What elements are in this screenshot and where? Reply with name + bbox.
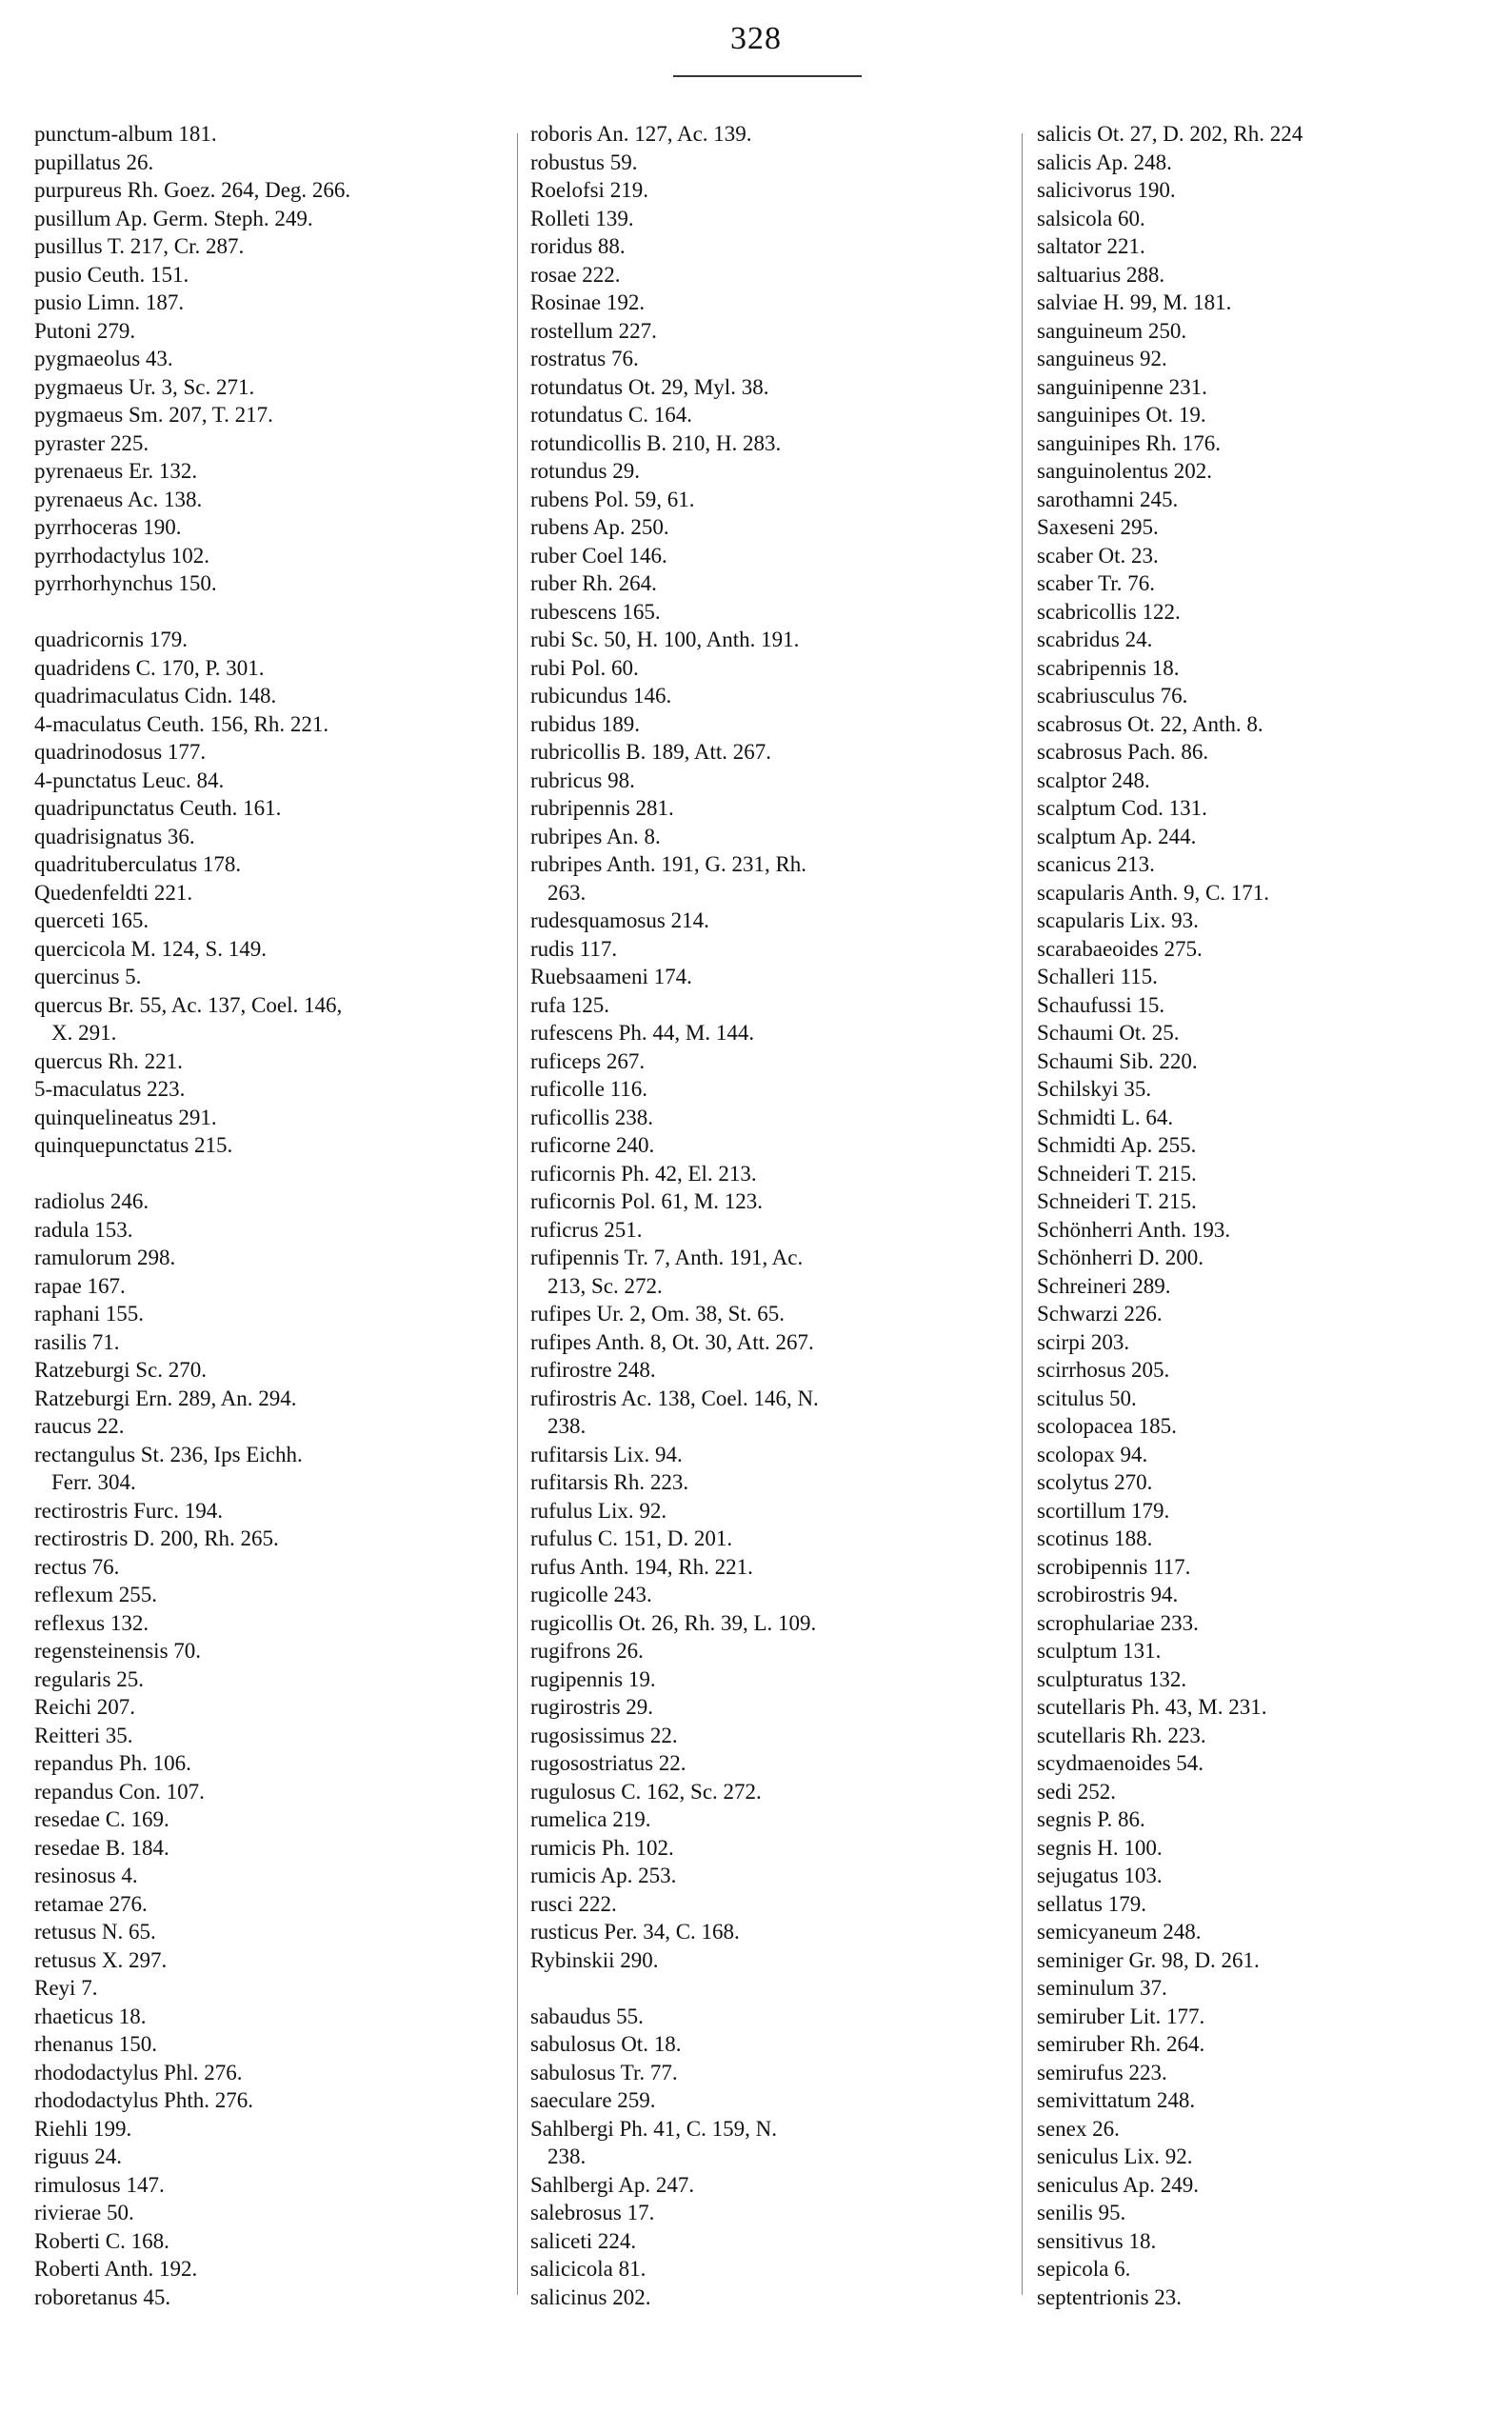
index-entry: scirpi 203. bbox=[1037, 1329, 1130, 1354]
index-entry: scapularis Lix. 93. bbox=[1037, 908, 1199, 932]
index-entry: ruber Rh. 264. bbox=[530, 571, 657, 595]
index-entry: rectus 76. bbox=[34, 1554, 120, 1579]
index-entry: scrobipennis 117. bbox=[1037, 1554, 1191, 1579]
index-entry: rufitarsis Lix. 94. bbox=[530, 1442, 683, 1466]
index-entry: salebrosus 17. bbox=[530, 2201, 655, 2224]
section-gap bbox=[34, 1160, 491, 1188]
index-entry: sedi 252. bbox=[1037, 1779, 1117, 1804]
index-entry: repandus Con. 107. bbox=[34, 1779, 205, 1804]
index-entry: rufa 125. bbox=[530, 992, 610, 1017]
index-entry: pygmaeus Sm. 207, T. 217. bbox=[34, 403, 273, 427]
index-entry: rubescens 165. bbox=[530, 599, 661, 624]
index-entry: sarothamni 245. bbox=[1037, 487, 1179, 511]
index-entry: roboretanus 45. bbox=[34, 2284, 171, 2309]
index-entry: sensitivus 18. bbox=[1037, 2228, 1157, 2253]
index-entry: rubricus 98. bbox=[530, 768, 635, 792]
index-entry: quinquepunctatus 215. bbox=[34, 1133, 233, 1157]
index-entry: rubi Pol. 60. bbox=[530, 655, 639, 680]
index-entry: rufirostris Ac. 138, Coel. 146, N. bbox=[530, 1386, 819, 1410]
index-entry: raucus 22. bbox=[34, 1414, 125, 1438]
index-entry: scolopacea 185. bbox=[1037, 1414, 1177, 1438]
index-entry: sejugatus 103. bbox=[1037, 1864, 1163, 1887]
index-entry: rusci 222. bbox=[530, 1891, 617, 1916]
index-entry: segnis P. 86. bbox=[1037, 1807, 1145, 1831]
index-entry: pusio Limn. 187. bbox=[34, 290, 185, 314]
index-entry: semivittatum 248. bbox=[1037, 2088, 1196, 2112]
index-entry: Ratzeburgi Ern. 289, An. 294. bbox=[34, 1386, 297, 1410]
index-entry: Riehli 199. bbox=[34, 2116, 132, 2141]
index-entry: rufulus Lix. 92. bbox=[530, 1498, 667, 1523]
index-entry: Schönherri D. 200. bbox=[1037, 1246, 1204, 1269]
index-entry: rectangulus St. 236, Ips Eichh. bbox=[34, 1442, 303, 1466]
index-entry: querceti 165. bbox=[34, 908, 149, 932]
index-entry: scutellaris Ph. 43, M. 231. bbox=[1037, 1695, 1267, 1719]
index-entry: ruficrus 251. bbox=[530, 1217, 643, 1242]
index-entry: Schaumi Ot. 25. bbox=[1037, 1021, 1180, 1045]
index-entry: Schneideri T. 215. bbox=[1037, 1161, 1197, 1186]
index-entry: 238. bbox=[547, 2144, 587, 2168]
index-entry: salicivorus 190. bbox=[1037, 178, 1176, 202]
index-entry: pyrrhodactylus 102. bbox=[34, 543, 209, 568]
index-entry: rufipennis Tr. 7, Anth. 191, Ac. bbox=[530, 1246, 804, 1269]
header-rule bbox=[673, 75, 862, 77]
index-entry: seniculus Lix. 92. bbox=[1037, 2144, 1193, 2168]
index-entry: Rosinae 192. bbox=[530, 290, 646, 314]
index-entry: 213, Sc. 272. bbox=[547, 1273, 663, 1298]
index-entry: Schilskyi 35. bbox=[1037, 1077, 1152, 1101]
index-entry: pyraster 225. bbox=[34, 430, 149, 455]
index-entry: rumicis Ph. 102. bbox=[530, 1835, 674, 1860]
index-entry: rasilis 71. bbox=[34, 1329, 120, 1354]
index-entry: rubripennis 281. bbox=[530, 796, 674, 820]
index-entry: pyrenaeus Er. 132. bbox=[34, 459, 198, 483]
index-entry: X. 291. bbox=[51, 1021, 117, 1045]
index-entry: segnis H. 100. bbox=[1037, 1835, 1163, 1860]
index-entry: rufipes Anth. 8, Ot. 30, Att. 267. bbox=[530, 1329, 814, 1354]
index-entry: Schaumi Sib. 220. bbox=[1037, 1048, 1198, 1073]
index-entry: rhododactylus Phth. 276. bbox=[34, 2088, 253, 2112]
index-entry: quinquelineatus 291. bbox=[34, 1105, 217, 1129]
index-column-right bbox=[1037, 120, 1503, 2311]
index-entry: pyrrhoceras 190. bbox=[34, 515, 182, 539]
index-entry: salviae H. 99, M. 181. bbox=[1037, 290, 1232, 314]
index-entry: Schalleri 115. bbox=[1037, 965, 1158, 988]
section-gap bbox=[530, 1974, 1006, 2003]
index-entry: Schmidti Ap. 255. bbox=[1037, 1133, 1197, 1157]
index-entry: scabripennis 18. bbox=[1037, 655, 1180, 680]
index-entry: Rolleti 139. bbox=[530, 206, 634, 230]
index-entry: Schwarzi 226. bbox=[1037, 1302, 1163, 1326]
index-entry: rubens Pol. 59, 61. bbox=[530, 487, 695, 511]
index-entry: sculptum 131. bbox=[1037, 1639, 1162, 1663]
index-entry: retusus X. 297. bbox=[34, 1947, 168, 1972]
index-entry: ruficornis Pol. 61, M. 123. bbox=[530, 1189, 764, 1213]
index-entry: scabridus 24. bbox=[1037, 628, 1153, 651]
index-entry: rubidus 189. bbox=[530, 711, 640, 736]
index-entry: salicis Ot. 27, D. 202, Rh. 224 bbox=[1037, 122, 1303, 146]
index-entry: sanguineus 92. bbox=[1037, 347, 1167, 370]
index-entry: saltator 221. bbox=[1037, 234, 1145, 258]
index-entry: rugosissimus 22. bbox=[530, 1723, 678, 1747]
index-entry: scydmaenoides 54. bbox=[1037, 1751, 1204, 1775]
index-entry: Sahlbergi Ph. 41, C. 159, N. bbox=[530, 2116, 777, 2141]
index-entry: rugulosus C. 162, Sc. 272. bbox=[530, 1779, 762, 1804]
index-entry: rotundicollis B. 210, H. 283. bbox=[530, 430, 782, 455]
index-entry: quadrimaculatus Cidn. 148. bbox=[34, 684, 277, 708]
index-entry: rugicollis Ot. 26, Rh. 39, L. 109. bbox=[530, 1610, 817, 1635]
index-entry: sanguinolentus 202. bbox=[1037, 459, 1212, 483]
index-entry: Putoni 279. bbox=[34, 318, 136, 343]
index-entry: scabricollis 122. bbox=[1037, 599, 1181, 624]
index-entry: rubripes An. 8. bbox=[530, 824, 661, 848]
index-entry: resedae B. 184. bbox=[34, 1835, 169, 1860]
index-entry: salicicola 81. bbox=[530, 2257, 647, 2281]
index-entry: rosae 222. bbox=[530, 262, 621, 287]
index-entry: scitulus 50. bbox=[1037, 1386, 1137, 1410]
index-entry: scaber Tr. 76. bbox=[1037, 571, 1155, 595]
index-entry: radula 153. bbox=[34, 1217, 133, 1242]
index-entry: resedae C. 169. bbox=[34, 1807, 169, 1831]
index-entry: rufus Anth. 194, Rh. 221. bbox=[530, 1554, 753, 1579]
index-entry: rotundatus C. 164. bbox=[530, 403, 692, 427]
index-entry: seminulum 37. bbox=[1037, 1976, 1167, 2000]
index-entry: Reyi 7. bbox=[34, 1976, 98, 2000]
index-entry: pyrenaeus Ac. 138. bbox=[34, 487, 203, 511]
index-entry: rusticus Per. 34, C. 168. bbox=[530, 1920, 740, 1944]
index-entry: pygmaeus Ur. 3, Sc. 271. bbox=[34, 374, 255, 399]
index-entry: quadricornis 179. bbox=[34, 628, 188, 651]
index-entry: regularis 25. bbox=[34, 1666, 144, 1691]
index-entry: roridus 88. bbox=[530, 234, 626, 258]
index-entry: pusillum Ap. Germ. Steph. 249. bbox=[34, 206, 313, 230]
index-entry: Rybinskii 290. bbox=[530, 1947, 659, 1972]
index-entry: quercicola M. 124, S. 149. bbox=[34, 936, 268, 961]
index-entry: scrobirostris 94. bbox=[1037, 1583, 1179, 1606]
index-entry: Roberti Anth. 192. bbox=[34, 2257, 198, 2281]
index-entry: repandus Ph. 106. bbox=[34, 1751, 191, 1775]
index-entry: quadrinodosus 177. bbox=[34, 740, 207, 764]
index-entry: purpureus Rh. Goez. 264, Deg. 266. bbox=[34, 178, 351, 202]
index-entry: scalptum Ap. 244. bbox=[1037, 824, 1197, 848]
index-entry: scirrhosus 205. bbox=[1037, 1358, 1170, 1382]
section-gap bbox=[34, 598, 491, 627]
index-entry: rostellum 227. bbox=[530, 318, 657, 343]
index-column-middle bbox=[530, 120, 1006, 2311]
index-entry: ruficollis 238. bbox=[530, 1105, 654, 1129]
index-entry: rufulus C. 151, D. 201. bbox=[530, 1526, 733, 1550]
index-entry: sculpturatus 132. bbox=[1037, 1666, 1187, 1691]
index-entry: rivierae 50. bbox=[34, 2201, 134, 2224]
index-entry: rufirostre 248. bbox=[530, 1358, 656, 1382]
index-entry: Schaufussi 15. bbox=[1037, 992, 1165, 1017]
index-entry: riguus 24. bbox=[34, 2144, 122, 2168]
index-entry: sanguinipenne 231. bbox=[1037, 374, 1207, 399]
index-entry: quadripunctatus Ceuth. 161. bbox=[34, 796, 282, 820]
index-entry: Ruebsaameni 174. bbox=[530, 965, 692, 988]
index-entry: scarabaeoides 275. bbox=[1037, 936, 1203, 961]
index-entry: rapae 167. bbox=[34, 1273, 126, 1298]
index-entry: sellatus 179. bbox=[1037, 1891, 1146, 1916]
index-entry: raphani 155. bbox=[34, 1302, 144, 1326]
column-divider-right bbox=[1022, 133, 1023, 2295]
index-entry: rubi Sc. 50, H. 100, Anth. 191. bbox=[530, 628, 800, 651]
index-entry: seniculus Ap. 249. bbox=[1037, 2172, 1199, 2197]
index-entry: Roelofsi 219. bbox=[530, 178, 648, 202]
index-entry: scaber Ot. 23. bbox=[1037, 543, 1159, 568]
index-entry: rugosostriatus 22. bbox=[530, 1751, 686, 1775]
index-entry: semicyaneum 248. bbox=[1037, 1920, 1202, 1944]
index-entry: reflexum 255. bbox=[34, 1583, 158, 1606]
index-entry: rugirostris 29. bbox=[530, 1695, 654, 1719]
index-entry: retusus N. 65. bbox=[34, 1920, 156, 1944]
index-entry: scortillum 179. bbox=[1037, 1498, 1170, 1523]
index-entry: scabrosus Pach. 86. bbox=[1037, 740, 1209, 764]
index-entry: ruficolle 116. bbox=[530, 1077, 648, 1101]
index-entry: ruber Coel 146. bbox=[530, 543, 667, 568]
index-entry: reflexus 132. bbox=[34, 1610, 149, 1635]
page-number: 328 bbox=[730, 21, 782, 56]
index-entry: rufitarsis Rh. 223. bbox=[530, 1470, 689, 1494]
index-entry: rubens Ap. 250. bbox=[530, 515, 669, 539]
index-entry: rubricollis B. 189, Att. 267. bbox=[530, 740, 771, 764]
index-entry: scabriusculus 76. bbox=[1037, 684, 1188, 708]
index-entry: rhenanus 150. bbox=[34, 2032, 158, 2056]
index-entry: scrophulariae 233. bbox=[1037, 1610, 1199, 1635]
index-entry: Ferr. 304. bbox=[51, 1470, 136, 1494]
index-entry: pyrrhorhynchus 150. bbox=[34, 571, 217, 595]
index-entry: ruficeps 267. bbox=[530, 1048, 646, 1073]
index-entry: rhaeticus 18. bbox=[34, 2004, 147, 2028]
index-entry: ramulorum 298. bbox=[34, 1246, 176, 1269]
index-entry: pupillatus 26. bbox=[34, 150, 154, 174]
index-entry: scanicus 213. bbox=[1037, 852, 1155, 876]
index-entry: rugipennis 19. bbox=[530, 1666, 656, 1691]
index-entry: Roberti C. 168. bbox=[34, 2228, 169, 2253]
index-entry: Schneideri T. 215. bbox=[1037, 1189, 1197, 1213]
index-entry: senilis 95. bbox=[1037, 2201, 1126, 2224]
index-entry: radiolus 246. bbox=[34, 1189, 149, 1213]
index-entry: quercus Br. 55, Ac. 137, Coel. 146, bbox=[34, 992, 343, 1017]
index-entry: Reichi 207. bbox=[34, 1695, 136, 1719]
index-entry: rufescens Ph. 44, M. 144. bbox=[530, 1021, 755, 1045]
index-entry: pygmaeolus 43. bbox=[34, 347, 173, 370]
index-entry: pusio Ceuth. 151. bbox=[34, 262, 189, 287]
index-entry: rotundus 29. bbox=[530, 459, 640, 483]
index-entry: resinosus 4. bbox=[34, 1864, 138, 1887]
index-entry: salsicola 60. bbox=[1037, 206, 1145, 230]
index-entry: semiruber Lit. 177. bbox=[1037, 2004, 1205, 2028]
index-entry: scalptum Cod. 131. bbox=[1037, 796, 1207, 820]
index-entry: quadrisignatus 36. bbox=[34, 824, 195, 848]
index-entry: Saxeseni 295. bbox=[1037, 515, 1159, 539]
index-entry: rugicolle 243. bbox=[530, 1583, 652, 1606]
index-entry: sabulosus Ot. 18. bbox=[530, 2032, 682, 2056]
index-entry: regensteinensis 70. bbox=[34, 1639, 202, 1663]
index-entry: sabulosus Tr. 77. bbox=[530, 2060, 678, 2084]
index-entry: Schreineri 289. bbox=[1037, 1273, 1171, 1298]
index-entry: salicis Ap. 248. bbox=[1037, 150, 1172, 174]
index-entry: rubripes Anth. 191, G. 231, Rh. bbox=[530, 852, 807, 876]
index-entry: semirufus 223. bbox=[1037, 2060, 1167, 2084]
index-entry: scolytus 270. bbox=[1037, 1470, 1153, 1494]
index-entry: seminiger Gr. 98, D. 261. bbox=[1037, 1947, 1260, 1972]
index-entry: saliceti 224. bbox=[530, 2228, 637, 2253]
index-entry: salicinus 202. bbox=[530, 2284, 651, 2309]
index-entry: rostratus 76. bbox=[530, 347, 639, 370]
index-entry: quercus Rh. 221. bbox=[34, 1048, 183, 1073]
index-entry: punctum-album 181. bbox=[34, 122, 217, 146]
index-entry: ruficornis Ph. 42, El. 213. bbox=[530, 1161, 757, 1186]
index-entry: rumelica 219. bbox=[530, 1807, 651, 1831]
index-entry: 5-maculatus 223. bbox=[34, 1077, 186, 1101]
index-entry: Schönherri Anth. 193. bbox=[1037, 1217, 1231, 1242]
index-entry: saeculare 259. bbox=[530, 2088, 656, 2112]
index-entry: rectirostris Furc. 194. bbox=[34, 1498, 224, 1523]
index-entry: 4-maculatus Ceuth. 156, Rh. 221. bbox=[34, 711, 329, 736]
index-entry: rugifrons 26. bbox=[530, 1639, 644, 1663]
index-entry: quercinus 5. bbox=[34, 965, 142, 988]
index-entry: semiruber Rh. 264. bbox=[1037, 2032, 1205, 2056]
index-entry: sabaudus 55. bbox=[530, 2004, 644, 2028]
index-entry: Ratzeburgi Sc. 270. bbox=[34, 1358, 207, 1382]
index-entry: ruficorne 240. bbox=[530, 1133, 655, 1157]
index-entry: 263. bbox=[547, 880, 587, 905]
index-entry: sanguineum 250. bbox=[1037, 318, 1187, 343]
index-entry: scolopax 94. bbox=[1037, 1442, 1148, 1466]
index-entry: roboris An. 127, Ac. 139. bbox=[530, 122, 752, 146]
index-entry: Reitteri 35. bbox=[34, 1723, 133, 1747]
index-entry: scutellaris Rh. 223. bbox=[1037, 1723, 1206, 1747]
index-entry: Sahlbergi Ap. 247. bbox=[530, 2172, 695, 2197]
index-entry: rimulosus 147. bbox=[34, 2172, 165, 2197]
index-entry: rumicis Ap. 253. bbox=[530, 1864, 677, 1887]
index-entry: rudis 117. bbox=[530, 936, 618, 961]
index-entry: saltuarius 288. bbox=[1037, 262, 1165, 287]
index-entry: rotundatus Ot. 29, Myl. 38. bbox=[530, 374, 769, 399]
index-entry: sepicola 6. bbox=[1037, 2257, 1131, 2281]
index-entry: scotinus 188. bbox=[1037, 1526, 1153, 1550]
index-entry: 238. bbox=[547, 1414, 587, 1438]
index-entry: scalptor 248. bbox=[1037, 768, 1150, 792]
index-entry: rufipes Ur. 2, Om. 38, St. 65. bbox=[530, 1302, 786, 1326]
index-entry: sanguinipes Rh. 176. bbox=[1037, 430, 1221, 455]
index-entry: senex 26. bbox=[1037, 2116, 1120, 2141]
index-entry: rudesquamosus 214. bbox=[530, 908, 709, 932]
index-entry: pusillus T. 217, Cr. 287. bbox=[34, 234, 245, 258]
index-entry: scabrosus Ot. 22, Anth. 8. bbox=[1037, 711, 1263, 736]
index-entry: 4-punctatus Leuc. 84. bbox=[34, 768, 225, 792]
index-entry: Quedenfeldti 221. bbox=[34, 880, 193, 905]
index-entry: rhododactylus Phl. 276. bbox=[34, 2060, 243, 2084]
index-entry: Schmidti L. 64. bbox=[1037, 1105, 1174, 1129]
index-entry: rubicundus 146. bbox=[530, 684, 672, 708]
index-entry: rectirostris D. 200, Rh. 265. bbox=[34, 1526, 279, 1550]
index-entry: robustus 59. bbox=[530, 150, 638, 174]
column-divider-left bbox=[517, 133, 518, 2295]
index-entry: scapularis Anth. 9, C. 171. bbox=[1037, 880, 1270, 905]
index-column-left bbox=[34, 120, 491, 2311]
index-entry: quadridens C. 170, P. 301. bbox=[34, 655, 265, 680]
index-entry: septentrionis 23. bbox=[1037, 2284, 1183, 2309]
index-entry: sanguinipes Ot. 19. bbox=[1037, 403, 1206, 427]
index-entry: quadrituberculatus 178. bbox=[34, 852, 242, 876]
index-entry: retamae 276. bbox=[34, 1891, 148, 1916]
